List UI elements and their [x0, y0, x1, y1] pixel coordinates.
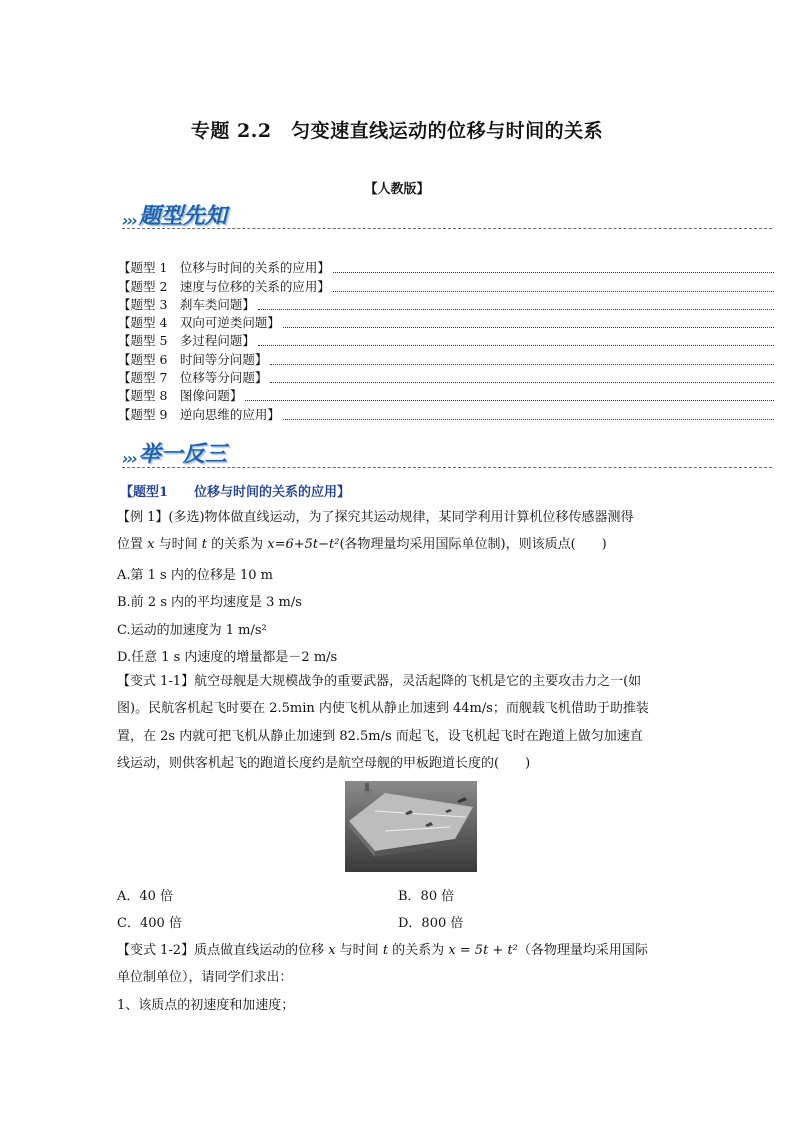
toc-item[interactable]: 【题型 5 多过程问题】 [118, 332, 774, 350]
formula: x = 5t + t² [448, 943, 518, 958]
option-a: A.第 1 s 内的位移是 10 m [117, 568, 273, 583]
option-d: D.任意 1 s 内速度的增量都是－2 m/s [117, 650, 338, 665]
option-d: D．800 倍 [398, 916, 464, 931]
edition-label: 【人教版】 [364, 182, 430, 197]
toc-item[interactable]: 【题型 3 刹车类问题】 [118, 296, 774, 314]
toc-item[interactable]: 【题型 4 双向可逆类问题】 [118, 314, 774, 332]
triple-arrow-icon: ››› [122, 211, 136, 230]
option-c: C.运动的加速度为 1 m/s² [117, 623, 267, 638]
divider [122, 228, 772, 229]
option-b: B．80 倍 [398, 889, 455, 904]
formula: x=6+5t−t² [267, 537, 340, 552]
variant-1-2-line1: 【变式 1-2】质点做直线运动的位移 x 与时间 t 的关系为 x = 5t + t²（各物理量均采用国际 [117, 943, 648, 958]
toc-item[interactable]: 【题型 2 速度与位移的关系的应用】 [118, 277, 774, 295]
divider [122, 467, 772, 468]
banner-examples [122, 438, 227, 468]
variant-1-1-line4: 线运动，则供客机起飞的跑道长度约是航空母舰的甲板跑道长度的( ) [117, 756, 531, 771]
banner-title: 举一反三 [138, 442, 227, 467]
toc-item[interactable]: 【题型 9 逆向思维的应用】 [118, 405, 774, 423]
option-b: B.前 2 s 内的平均速度是 3 m/s [117, 595, 302, 610]
option-c: C．400 倍 [117, 916, 182, 931]
aircraft-carrier-image [345, 781, 477, 872]
variant-1-2-line3: 1、该质点的初速度和加速度； [117, 998, 295, 1013]
variant-1-2-line2: 单位制单位），请同学们求出： [117, 970, 293, 985]
page-title: 专题 2.2 匀变速直线运动的位移与时间的关系 [190, 120, 604, 142]
example-1-line1: 【例 1】(多选)物体做直线运动，为了探究其运动规律，某同学利用计算机位移传感器测得 [117, 510, 634, 525]
toc-item[interactable]: 【题型 8 图像问题】 [118, 387, 774, 405]
table-of-contents [118, 259, 774, 424]
banner-question-types [122, 200, 227, 230]
option-a: A．40 倍 [117, 889, 174, 904]
example-1-line2: 位置 x 与时间 t 的关系为 x=6+5t−t²(各物理量均采用国际单位制)，则该质点( ) [117, 537, 607, 552]
banner-title: 题型先知 [138, 204, 227, 229]
variant-1-1-line3: 置，在 2s 内就可把飞机从静止加速到 82.5m/s 而起飞，设飞机起飞时在跑道上做匀加速直 [117, 729, 643, 744]
toc-item[interactable]: 【题型 7 位移等分问题】 [118, 369, 774, 387]
toc-item[interactable]: 【题型 6 时间等分问题】 [118, 350, 774, 368]
variant-1-1-line2: 图)。民航客机起飞时要在 2.5min 内使飞机从静止加速到 44m/s；而舰载飞机借助于助推装 [117, 701, 649, 716]
variant-1-1-line1: 【变式 1-1】航空母舰是大规模战争的重要武器，灵活起降的飞机是它的主要攻击力之一(如 [117, 674, 642, 689]
section-heading: 【题型1 位移与时间的关系的应用】 [120, 485, 351, 500]
triple-arrow-icon: ››› [122, 449, 136, 468]
toc-item[interactable]: 【题型 1 位移与时间的关系的应用】 [118, 259, 774, 277]
